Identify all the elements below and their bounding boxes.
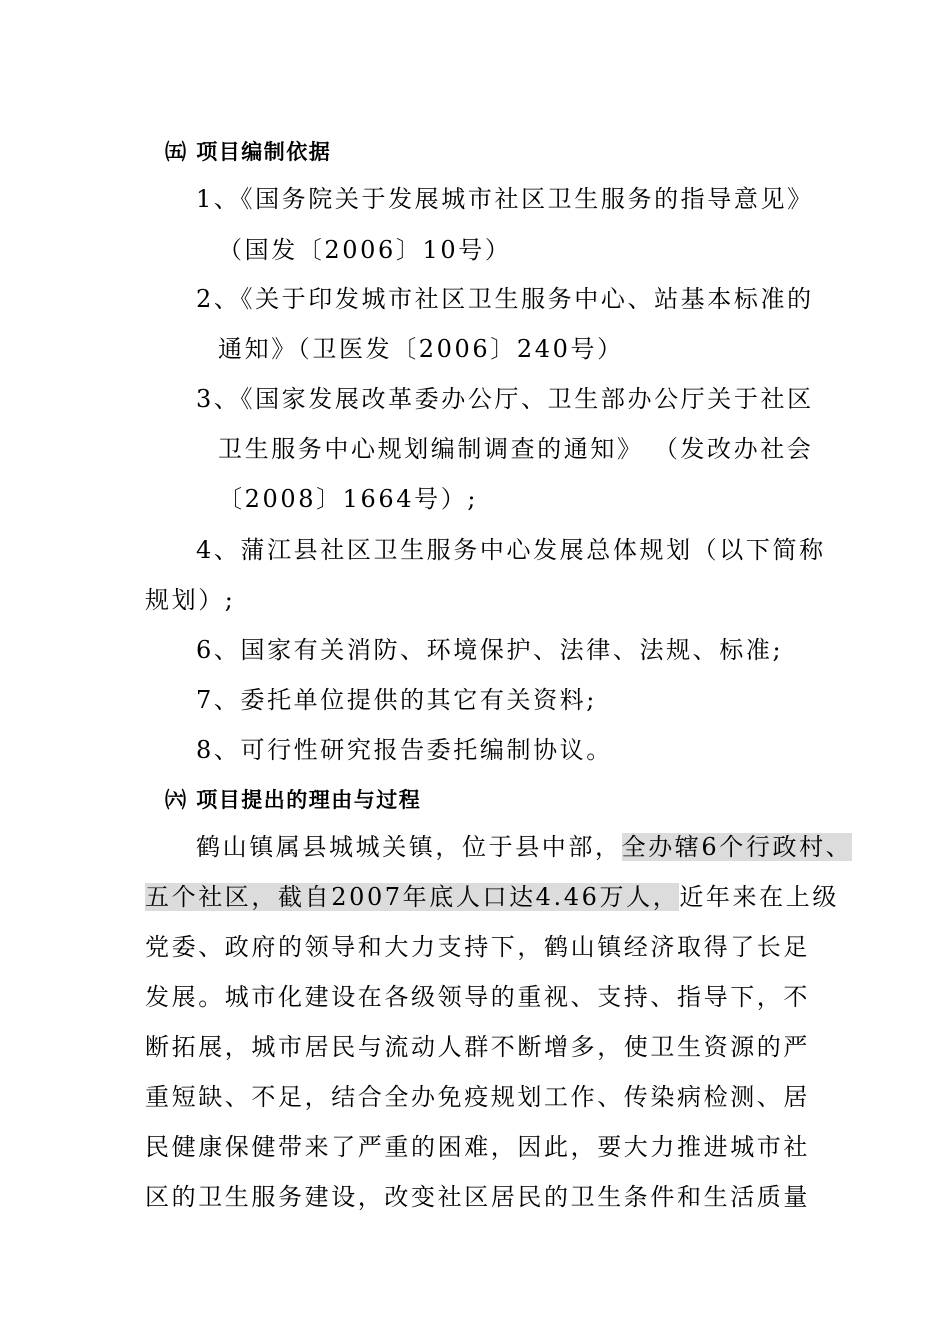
basis-item-1-line-2: （国发〔2006〕10号） xyxy=(218,236,512,264)
basis-item-3-line-3: 〔2008〕1664号）; xyxy=(218,485,479,513)
reason-paragraph-line-3: 党委、政府的领导和大力支持下，鹤山镇经济取得了长足 xyxy=(145,933,810,961)
basis-item-4-line-1: 4、蒲江县社区卫生服务中心发展总体规划（以下简称 xyxy=(196,536,826,564)
highlighted-text: 五个社区，截自2007年底人口达4.46万人， xyxy=(145,883,680,911)
basis-item-3-line-1: 3、《国家发展改革委办公厅、卫生部办公厅关于社区 xyxy=(196,385,814,413)
basis-item-7: 7、委托单位提供的其它有关资料; xyxy=(196,686,597,714)
reason-paragraph-line-1 xyxy=(196,829,852,865)
reason-paragraph-line-2 xyxy=(145,879,839,915)
basis-item-8: 8、可行性研究报告委托编制协议。 xyxy=(196,736,613,764)
basis-item-2-line-2: 通知》（卫医发〔2006〕240号） xyxy=(218,335,624,363)
section-heading-reason: ㈥ 项目提出的理由与过程 xyxy=(165,788,422,812)
basis-item-2-line-1: 2、《关于印发城市社区卫生服务中心、站基本标准的 xyxy=(196,285,814,313)
basis-item-6: 6、国家有关消防、环境保护、法律、法规、标准; xyxy=(196,636,784,664)
basis-item-1-line-1: 1、《国务院关于发展城市社区卫生服务的指导意见》 xyxy=(196,185,814,213)
reason-paragraph-line-8: 区的卫生服务建设，改变社区居民的卫生条件和生活质量 xyxy=(145,1183,810,1211)
reason-paragraph-line-7: 民健康保健带来了严重的困难，因此，要大力推进城市社 xyxy=(145,1133,810,1161)
reason-paragraph-line-4: 发展。城市化建设在各级领导的重视、支持、指导下，不 xyxy=(145,983,810,1011)
reason-text: 近年来在上级 xyxy=(679,883,839,911)
reason-text: 鹤山镇属县城城关镇，位于县中部， xyxy=(196,833,622,861)
basis-item-4-line-2: 规划）; xyxy=(145,586,236,614)
basis-item-3-line-2: 卫生服务中心规划编制调查的通知》 （发改办社会 xyxy=(218,435,814,463)
reason-paragraph-line-6: 重短缺、不足，结合全办免疫规划工作、传染病检测、居 xyxy=(145,1083,810,1111)
reason-paragraph-line-5: 断拓展，城市居民与流动人群不断增多，使卫生资源的严 xyxy=(145,1033,810,1061)
highlighted-text: 全办辖6个行政村、 xyxy=(621,833,853,861)
section-heading-basis: ㈤ 项目编制依据 xyxy=(165,140,332,164)
